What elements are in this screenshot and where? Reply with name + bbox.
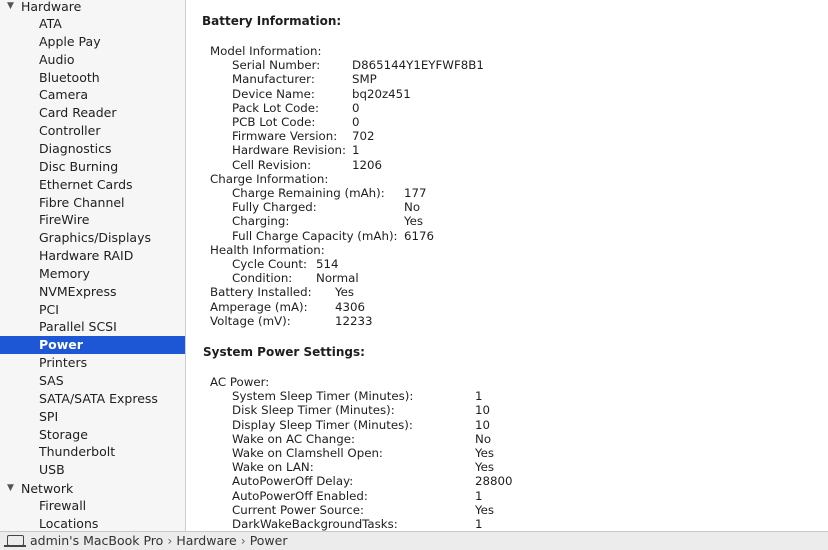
info-value: No xyxy=(475,431,492,446)
sidebar-item-label: SAS xyxy=(39,373,64,388)
sidebar-item-spi[interactable] xyxy=(0,408,185,426)
info-row xyxy=(186,474,828,488)
info-value: 10 xyxy=(475,403,491,418)
info-value: 12233 xyxy=(335,313,373,328)
sidebar-item-camera[interactable] xyxy=(0,86,185,104)
info-row xyxy=(186,517,828,531)
info-label: Device Name: xyxy=(232,86,315,101)
info-label: Condition: xyxy=(232,271,293,286)
sidebar xyxy=(0,0,186,531)
sidebar-item-label: USB xyxy=(39,462,65,478)
info-label: Health Information: xyxy=(210,242,325,257)
sidebar-item-audio[interactable] xyxy=(0,51,185,69)
info-value: 1 xyxy=(475,488,483,503)
info-row xyxy=(186,300,828,314)
info-label: DarkWakeBackgroundTasks: xyxy=(232,517,398,531)
info-row xyxy=(186,214,828,228)
info-value: 1 xyxy=(475,389,483,404)
info-label: System Sleep Timer (Minutes): xyxy=(232,389,414,404)
info-label: Cycle Count: xyxy=(232,257,307,271)
info-label: Wake on LAN: xyxy=(232,460,314,475)
info-label: Full Charge Capacity (mAh): xyxy=(232,228,398,243)
info-value: 6176 xyxy=(404,228,435,243)
info-row xyxy=(186,229,828,243)
info-label: AutoPowerOff Delay: xyxy=(232,474,354,489)
info-label: Manufacturer: xyxy=(232,72,315,87)
breadcrumb-item[interactable]: admin's MacBook Pro xyxy=(30,533,164,548)
sidebar-item-label: SPI xyxy=(39,408,59,424)
sidebar-item-memory[interactable] xyxy=(0,265,185,283)
hardware-group-header[interactable] xyxy=(0,0,185,15)
info-row xyxy=(186,375,828,389)
system-power-settings-title: System Power Settings: xyxy=(203,345,365,359)
breadcrumb-item[interactable]: Hardware xyxy=(176,533,237,548)
info-row xyxy=(186,172,828,186)
info-label: AC Power: xyxy=(210,375,270,389)
sidebar-item-firewire[interactable] xyxy=(0,211,185,229)
sidebar-item-label: Locations xyxy=(39,515,99,531)
chevron-down-icon[interactable]: ▼ xyxy=(7,483,14,493)
sidebar-item-label: Storage xyxy=(39,426,88,442)
info-value: Yes xyxy=(475,446,495,460)
info-row xyxy=(186,403,828,417)
info-label: Wake on AC Change: xyxy=(232,431,355,446)
info-value: Yes xyxy=(404,214,424,229)
info-row xyxy=(186,257,828,271)
info-row xyxy=(186,158,828,172)
battery-information-title: Battery Information: xyxy=(202,14,342,28)
info-label: Pack Lot Code: xyxy=(232,100,320,115)
sidebar-item-label: Memory xyxy=(39,265,90,281)
sidebar-item-firewall[interactable] xyxy=(0,497,185,515)
info-value: bq20z451 xyxy=(352,86,411,101)
info-label: Display Sleep Timer (Minutes): xyxy=(232,417,413,432)
info-row xyxy=(186,285,828,299)
sidebar-item-disc-burning[interactable] xyxy=(0,158,185,176)
info-value: D865144Y1EYFWF8B1 xyxy=(352,58,484,73)
info-value: No xyxy=(404,200,421,215)
info-row xyxy=(186,460,828,474)
sidebar-item-label: NVMExpress xyxy=(39,283,117,299)
sidebar-item-card-reader[interactable] xyxy=(0,104,185,122)
sidebar-item-pci[interactable] xyxy=(0,301,185,319)
info-label: Serial Number: xyxy=(232,58,321,73)
sidebar-item-sata-sata-express[interactable] xyxy=(0,390,185,408)
breadcrumb-separator: › xyxy=(167,533,173,548)
sidebar-item-label: Fibre Channel xyxy=(39,194,125,210)
info-row xyxy=(186,418,828,432)
sidebar-item-label: Diagnostics xyxy=(39,140,112,156)
sidebar-item-label: SATA/SATA Express xyxy=(39,390,158,406)
info-row xyxy=(186,446,828,460)
laptop-icon xyxy=(7,535,24,546)
sidebar-item-label: Power xyxy=(39,337,83,353)
info-label: Hardware Revision: xyxy=(232,143,346,158)
info-label: Charge Information: xyxy=(210,171,329,186)
breadcrumb-item[interactable]: Power xyxy=(249,533,288,548)
sidebar-item-label: Audio xyxy=(39,51,75,67)
sidebar-item-label: Disc Burning xyxy=(39,158,119,174)
sidebar-item-label: Thunderbolt xyxy=(39,444,116,460)
sidebar-item-parallel-scsi[interactable] xyxy=(0,318,185,336)
sidebar-item-bluetooth[interactable] xyxy=(0,69,185,87)
sidebar-item-locations[interactable] xyxy=(0,515,185,531)
info-label: Wake on Clamshell Open: xyxy=(232,446,383,460)
path-bar xyxy=(0,531,828,550)
info-value: Yes xyxy=(475,460,495,475)
info-label: Voltage (mV): xyxy=(210,313,291,328)
info-value: 177 xyxy=(404,186,427,200)
info-row xyxy=(186,115,828,129)
sidebar-item-label: Camera xyxy=(39,87,89,103)
network-group-header[interactable] xyxy=(0,480,185,497)
sidebar-item-usb[interactable] xyxy=(0,461,185,479)
info-value: 0 xyxy=(352,115,360,129)
sidebar-item-ata[interactable] xyxy=(0,15,185,33)
info-row xyxy=(186,72,828,86)
sidebar-item-label: Parallel SCSI xyxy=(39,319,117,335)
info-value: 1206 xyxy=(352,157,383,172)
sidebar-item-label: Printers xyxy=(39,355,88,371)
info-label: Firmware Version: xyxy=(232,129,338,144)
info-label: AutoPowerOff Enabled: xyxy=(232,488,368,503)
info-value: Yes xyxy=(475,502,495,517)
breadcrumb xyxy=(30,532,287,550)
info-label: Cell Revision: xyxy=(232,157,312,172)
info-value: 4306 xyxy=(335,299,366,314)
sidebar-item-nvmexpress[interactable] xyxy=(0,283,185,301)
info-row xyxy=(186,143,828,157)
info-row xyxy=(186,271,828,285)
info-value: Yes xyxy=(335,285,355,300)
sidebar-item-label: Hardware RAID xyxy=(39,248,134,264)
sidebar-item-label: Bluetooth xyxy=(39,69,100,85)
info-value: 1 xyxy=(475,517,483,531)
sidebar-item-graphics-displays[interactable] xyxy=(0,229,185,247)
sidebar-item-printers[interactable] xyxy=(0,354,185,372)
info-value: 702 xyxy=(352,129,375,144)
info-row xyxy=(186,243,828,257)
sidebar-item-apple-pay[interactable] xyxy=(0,33,185,51)
sidebar-item-controller[interactable] xyxy=(0,122,185,140)
info-row xyxy=(186,101,828,115)
info-row xyxy=(186,389,828,403)
info-label: Model Information: xyxy=(210,44,322,58)
info-row xyxy=(186,58,828,72)
info-value: 0 xyxy=(352,100,360,115)
info-value: 514 xyxy=(316,257,339,271)
detail-pane xyxy=(186,0,828,531)
sidebar-item-hardware-raid[interactable] xyxy=(0,247,185,265)
sidebar-item-diagnostics[interactable] xyxy=(0,140,185,158)
info-label: Charge Remaining (mAh): xyxy=(232,186,385,200)
info-value: SMP xyxy=(352,72,377,87)
info-row xyxy=(186,87,828,101)
info-row xyxy=(186,503,828,517)
info-label: Amperage (mA): xyxy=(210,299,308,314)
sidebar-item-label: ATA xyxy=(39,16,62,31)
info-label: Fully Charged: xyxy=(232,200,317,215)
info-row xyxy=(186,489,828,503)
hardware-group-label: Hardware xyxy=(21,0,82,14)
info-row xyxy=(186,186,828,200)
breadcrumb-separator: › xyxy=(240,533,246,548)
sidebar-item-ethernet-cards[interactable] xyxy=(0,176,185,194)
info-value: 10 xyxy=(475,417,491,432)
sidebar-item-label: Ethernet Cards xyxy=(39,176,133,192)
sidebar-item-thunderbolt[interactable] xyxy=(0,443,185,461)
sidebar-item-fibre-channel[interactable] xyxy=(0,194,185,212)
sidebar-item-label: Card Reader xyxy=(39,105,117,121)
sidebar-item-label: Apple Pay xyxy=(39,33,101,49)
sidebar-item-storage[interactable] xyxy=(0,426,185,444)
sidebar-item-label: FireWire xyxy=(39,212,90,228)
network-group-label: Network xyxy=(21,481,74,496)
info-row xyxy=(186,432,828,446)
sidebar-item-label: PCI xyxy=(39,301,59,317)
sidebar-item-label: Controller xyxy=(39,123,101,139)
info-label: Battery Installed: xyxy=(210,285,312,300)
info-row xyxy=(186,129,828,143)
sidebar-item-label: Firewall xyxy=(39,498,87,513)
sidebar-item-power[interactable] xyxy=(0,336,185,354)
info-label: PCB Lot Code: xyxy=(232,115,316,129)
info-value: 28800 xyxy=(475,474,513,489)
info-label: Disk Sleep Timer (Minutes): xyxy=(232,403,395,418)
info-value: 1 xyxy=(352,143,360,158)
info-row xyxy=(186,314,828,328)
chevron-down-icon[interactable]: ▼ xyxy=(7,1,14,11)
info-label: Charging: xyxy=(232,214,290,229)
info-label: Current Power Source: xyxy=(232,502,364,517)
sidebar-item-label: Graphics/Displays xyxy=(39,230,151,246)
info-row xyxy=(186,200,828,214)
sidebar-item-sas[interactable] xyxy=(0,372,185,390)
info-row xyxy=(186,44,828,58)
info-value: Normal xyxy=(316,271,359,286)
